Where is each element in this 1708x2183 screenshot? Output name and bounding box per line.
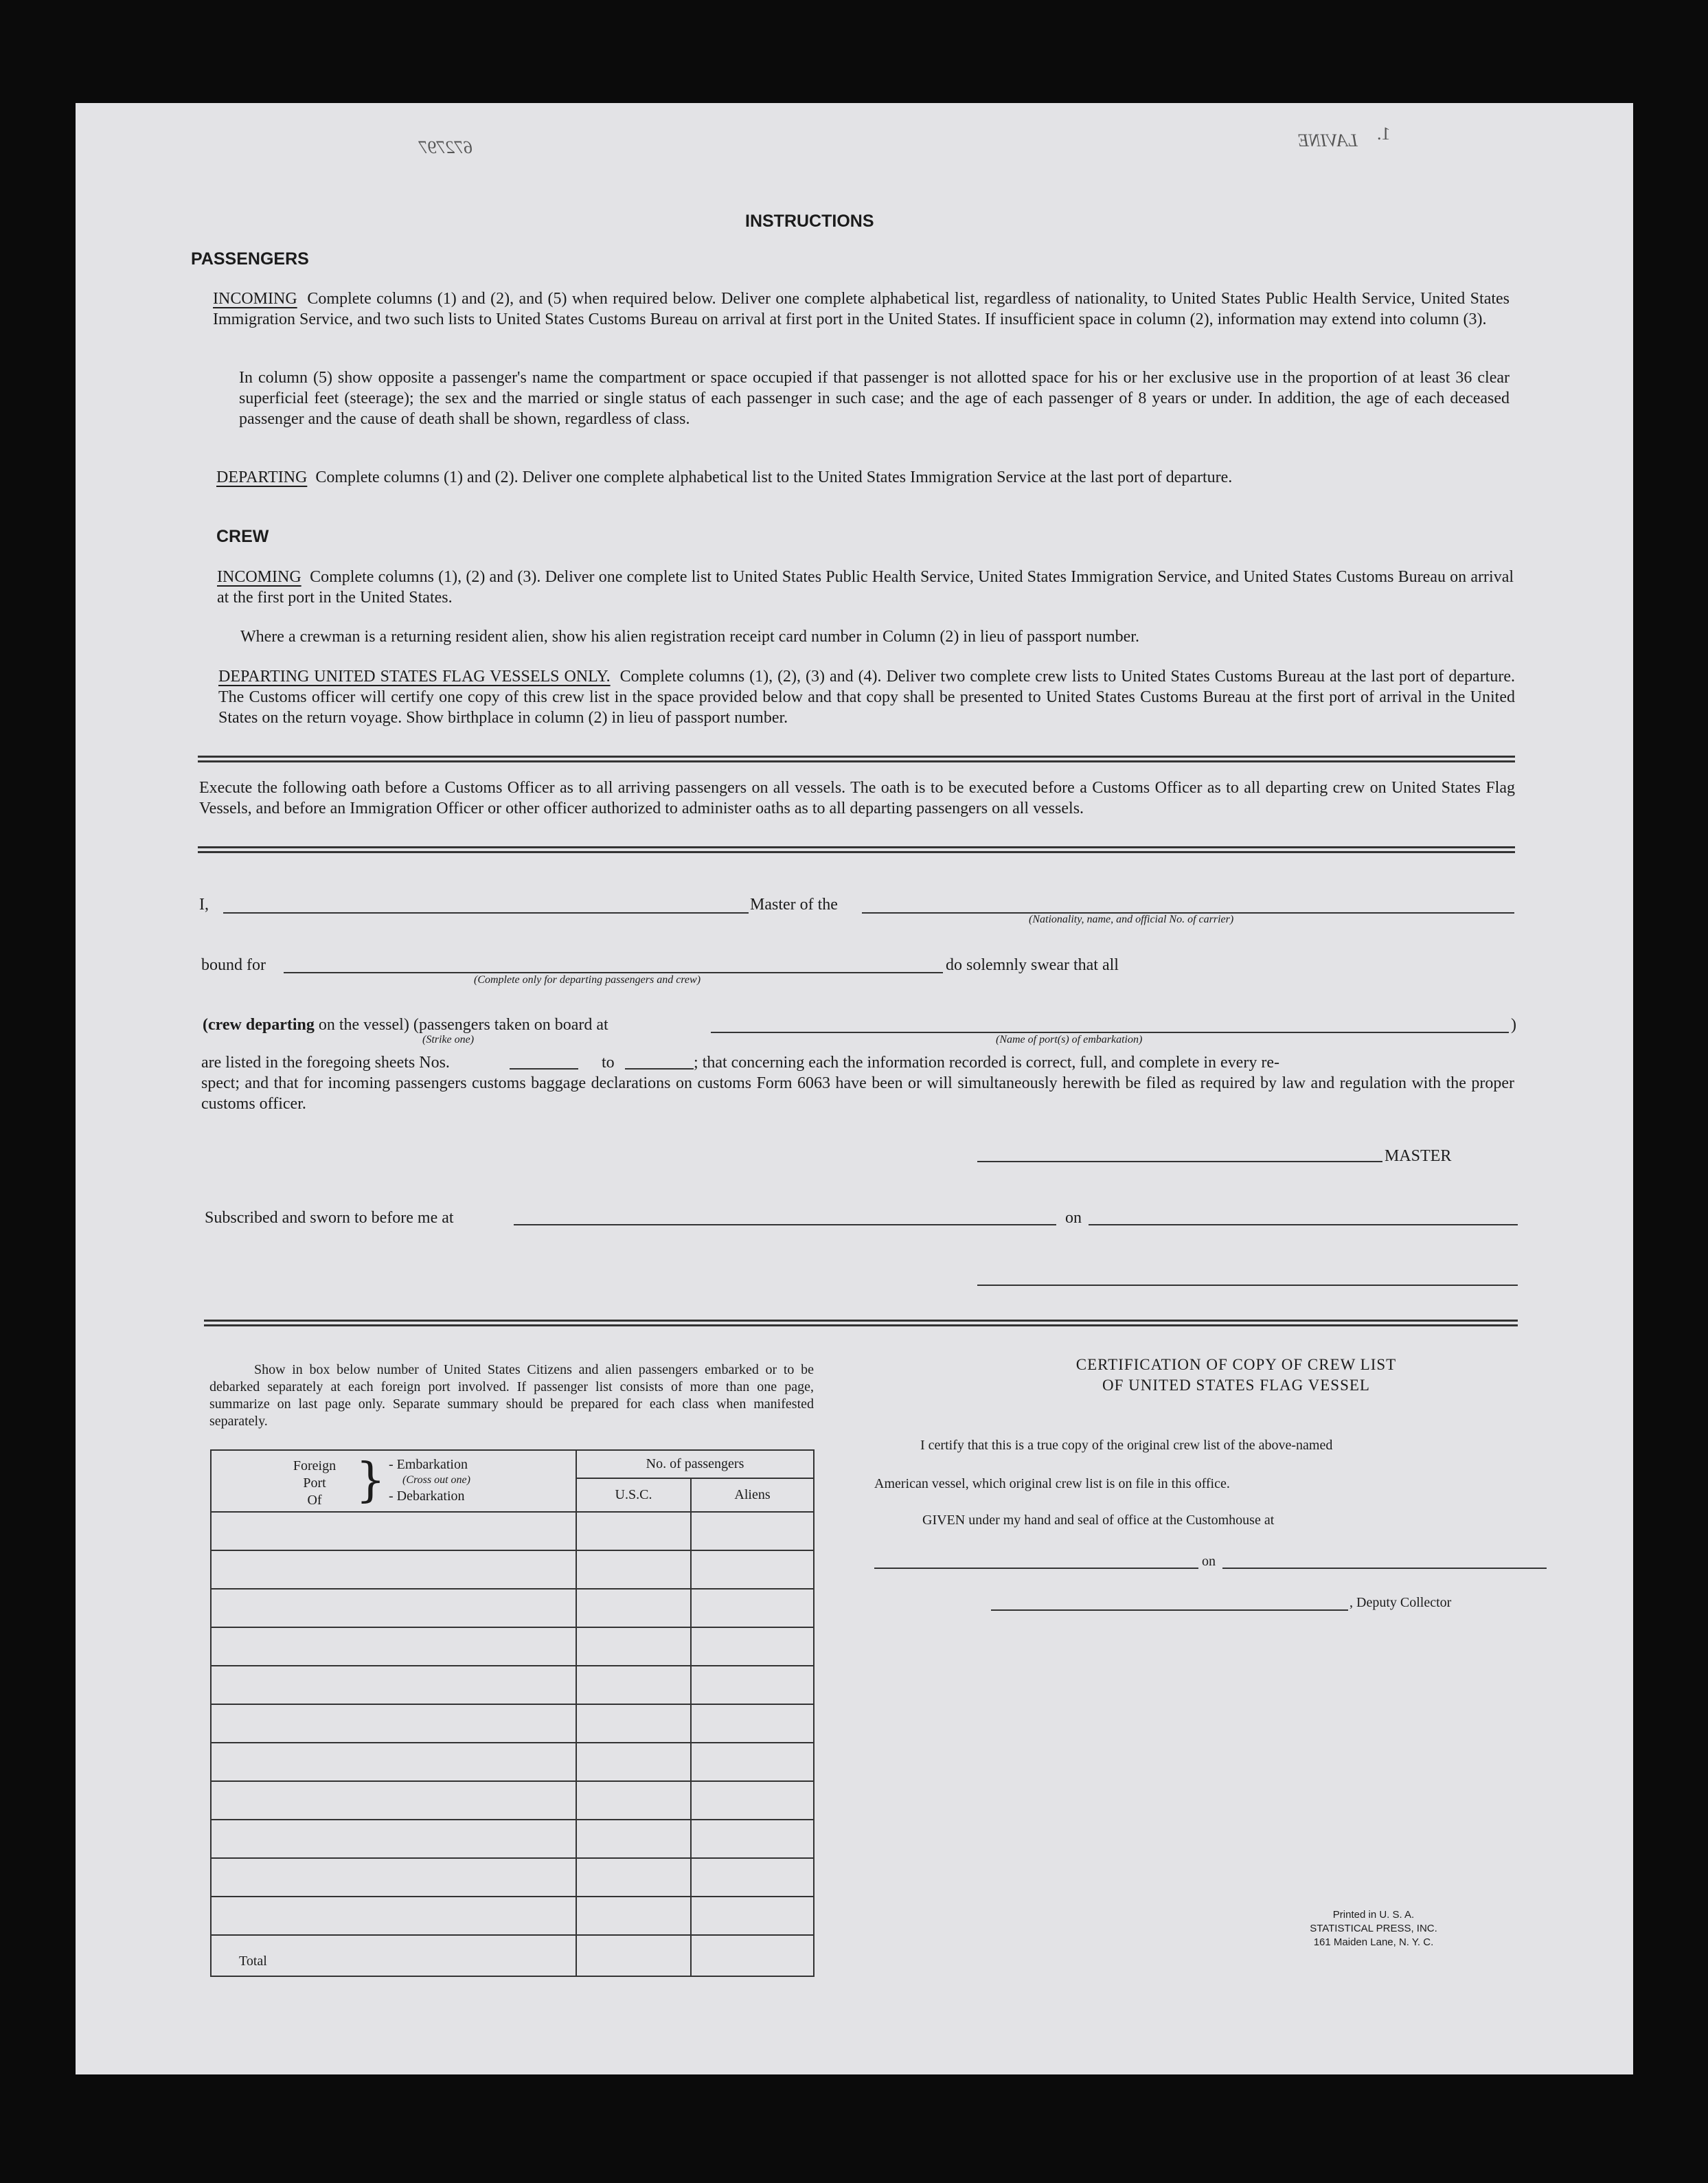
port-cell[interactable] <box>211 1858 576 1897</box>
passengers-incoming-text: Complete columns (1) and (2), and (5) when required below. Deliver one complete alphabetical list, regardless of nationality, to United States Public Health Service, United States Immigration Service, and two such lists to United States Customs Bureau on arrival at first port in the United States. If insufficient space in column (2), information may extend into column (3). <box>213 290 1510 328</box>
aliens-cell[interactable] <box>691 1897 814 1935</box>
aliens-cell[interactable] <box>691 1589 814 1627</box>
listed-text-b: ; that concerning each the information recorded is correct, full, and complete in every re- <box>694 1054 1279 1072</box>
bound-for-caption: (Complete only for departing passengers and crew) <box>474 974 701 986</box>
listed-text-a: are listed in the foregoing sheets Nos. <box>201 1054 450 1072</box>
master-of-the-label: Master of the <box>750 896 838 914</box>
no-of-passengers-header: No. of passengers <box>576 1450 814 1478</box>
form-sheet <box>76 103 1633 2074</box>
column5-paragraph: In column (5) show opposite a passenger's name the compartment or space occupied if that passenger is not allotted space for his or her exclusive use in the proportion of at least 36 clear superficial feet (steerage); the sex and the married or single status of each passenger in such case; and the age of each passenger of 8 years or under. In addition, the age of each deceased passenger and the cause of death shall be shown, regardless of class. <box>239 369 1510 428</box>
table-row <box>211 1666 814 1704</box>
crew-incoming-label: INCOMING <box>217 568 301 586</box>
listed-to: to <box>602 1054 615 1072</box>
port-cell[interactable] <box>211 1781 576 1820</box>
table-row <box>211 1550 814 1589</box>
ports-caption: (Name of port(s) of embarkation) <box>996 1034 1143 1045</box>
given-text: GIVEN under my hand and seal of office at the Customhouse at <box>922 1513 1275 1528</box>
carrier-caption: (Nationality, name, and official No. of carrier) <box>1029 914 1234 925</box>
cert-date-line[interactable] <box>1222 1568 1547 1569</box>
subscribed-on-label: on <box>1065 1209 1082 1227</box>
port-cell[interactable] <box>211 1589 576 1627</box>
certification-title <box>893 1355 1580 1396</box>
on-the-vessel: on the vessel) <box>318 1016 409 1034</box>
passengers-heading: PASSENGERS <box>191 249 309 269</box>
deputy-signature-line[interactable] <box>991 1609 1348 1611</box>
crew-incoming-text: Complete columns (1), (2) and (3). Deliver one complete list to United States Public Health Service, United States Immigration Service, and United States Customs Bureau on arrival at the first port in the United States. <box>217 568 1514 607</box>
usc-cell[interactable] <box>576 1820 691 1858</box>
certify-text-1: I certify that this is a true copy of the original crew list of the above-named <box>920 1438 1333 1453</box>
divider-3 <box>204 1320 1518 1326</box>
port-cell[interactable] <box>211 1820 576 1858</box>
embarkation-label: - Embarkation <box>389 1457 468 1472</box>
table-row <box>211 1743 814 1781</box>
brace-icon: } <box>356 1454 386 1508</box>
foreign-word: Foreign <box>293 1458 337 1473</box>
crew-heading: CREW <box>216 527 269 546</box>
handwritten-number: 1. <box>1377 124 1391 144</box>
passengers-departing-label: DEPARTING <box>216 468 308 486</box>
strike-one-caption: (Strike one) <box>422 1034 475 1045</box>
passengers-departing-paragraph <box>216 467 1512 488</box>
table-row <box>211 1858 814 1897</box>
close-paren: ) <box>1511 1016 1516 1034</box>
table-row <box>211 1627 814 1666</box>
usc-header: U.S.C. <box>576 1478 691 1512</box>
printer-line-1: Printed in U. S. A. <box>1332 1909 1415 1921</box>
passenger-summary-table <box>210 1449 815 1977</box>
departing-flag-label: DEPARTING UNITED STATES FLAG VESSELS ONLY. <box>218 668 611 686</box>
aliens-cell[interactable] <box>691 1781 814 1820</box>
aliens-cell[interactable] <box>691 1743 814 1781</box>
certify-text-2: American vessel, which original crew list is on file in this office. <box>874 1476 1230 1491</box>
crewman-paragraph: Where a crewman is a returning resident alien, show his alien registration receipt card number in Column (2) in lieu of passport number. <box>240 628 1139 646</box>
table-row <box>211 1781 814 1820</box>
oath-i-label: I, <box>199 896 209 914</box>
port-cell[interactable] <box>211 1704 576 1743</box>
of-word: Of <box>307 1493 322 1508</box>
usc-cell[interactable] <box>576 1627 691 1666</box>
port-header-cell <box>211 1450 576 1512</box>
customhouse-line[interactable] <box>874 1568 1198 1569</box>
total-usc-cell[interactable] <box>576 1935 691 1976</box>
listed-text-c: spect; and that for incoming passengers customs baggage declarations on customs Form 6063 have been or will simultaneously herewith be filed as required by law and regulation with the proper customs officer. <box>201 1074 1514 1113</box>
usc-cell[interactable] <box>576 1704 691 1743</box>
usc-cell[interactable] <box>576 1743 691 1781</box>
oath-intro: Execute the following oath before a Customs Officer as to all arriving passengers on all vessels. The oath is to be executed before a Customs Officer as to all departing crew on United States Flag Vessels, and before an Immigration Officer or other officer authorized to administer oaths as to all departing passengers on all vessels. <box>199 779 1515 817</box>
subscribed-label: Subscribed and sworn to before me at <box>205 1209 454 1227</box>
summary-instructions: Show in box below number of United States Citizens and alien passengers embarked or to be debarked separately at each foreign port involved. If passenger list consists of more than one page, summarize on last page only. Separate summary should be prepared for each class when manifested separately. <box>209 1362 814 1429</box>
certification-title-2: OF UNITED STATES FLAG VESSEL <box>1102 1377 1370 1394</box>
master-name-line[interactable] <box>223 912 749 914</box>
swear-label: do solemnly swear that all <box>946 956 1119 974</box>
table-row <box>211 1897 814 1935</box>
port-cell[interactable] <box>211 1550 576 1589</box>
master-label: MASTER <box>1385 1147 1452 1165</box>
port-cell[interactable] <box>211 1627 576 1666</box>
aliens-cell[interactable] <box>691 1666 814 1704</box>
departing-flag-text: Complete columns (1), (2), (3) and (4). Deliver two complete crew lists to United States Customs Bureau at the last port of departure. The Customs officer will certify one copy of this crew list in the space provided below and that copy shall be presented to United States Customs Bureau at the first port of arrival in the United States on the return voyage. Show birthplace in column (2) in lieu of passport number. <box>218 668 1515 727</box>
total-aliens-cell[interactable] <box>691 1935 814 1976</box>
aliens-cell[interactable] <box>691 1550 814 1589</box>
divider-1 <box>198 756 1515 762</box>
subscribed-date-line[interactable] <box>1089 1224 1518 1225</box>
usc-cell[interactable] <box>576 1550 691 1589</box>
total-row <box>211 1935 814 1976</box>
foreign-port-of-label <box>280 1458 349 1509</box>
aliens-cell[interactable] <box>691 1512 814 1550</box>
aliens-header: Aliens <box>691 1478 814 1512</box>
usc-cell[interactable] <box>576 1666 691 1704</box>
sheet-to-line[interactable] <box>625 1068 694 1070</box>
bound-for-line[interactable] <box>284 972 943 973</box>
port-word: Port <box>303 1475 326 1491</box>
sheet-from-line[interactable] <box>510 1068 578 1070</box>
passengers-incoming-paragraph <box>213 289 1510 330</box>
crew-incoming-paragraph <box>217 567 1514 608</box>
usc-cell[interactable] <box>576 1781 691 1820</box>
aliens-cell[interactable] <box>691 1820 814 1858</box>
usc-cell[interactable] <box>576 1858 691 1897</box>
departing-flag-paragraph <box>218 666 1515 728</box>
page-title: INSTRUCTIONS <box>745 212 874 231</box>
aliens-cell[interactable] <box>691 1627 814 1666</box>
debarkation-label: - Debarkation <box>389 1489 465 1504</box>
bound-for-label: bound for <box>201 956 266 974</box>
crew-departing-line <box>203 1015 608 1035</box>
officer-signature-line[interactable] <box>977 1285 1518 1286</box>
table-row <box>211 1589 814 1627</box>
table-row <box>211 1512 814 1550</box>
master-signature-line[interactable] <box>977 1161 1382 1162</box>
usc-cell[interactable] <box>576 1897 691 1935</box>
passengers-taken: (passengers taken on board at <box>413 1016 608 1034</box>
aliens-cell[interactable] <box>691 1858 814 1897</box>
deputy-collector-label: , Deputy Collector <box>1350 1595 1452 1610</box>
crew-departing-bold: (crew departing <box>203 1016 315 1034</box>
usc-cell[interactable] <box>576 1589 691 1627</box>
port-cell[interactable] <box>211 1897 576 1935</box>
passengers-incoming-label: INCOMING <box>213 290 297 308</box>
handwritten-name: LAVINE <box>1298 131 1358 150</box>
printer-imprint <box>1229 1908 1518 1949</box>
table-row <box>211 1704 814 1743</box>
divider-2 <box>198 846 1515 853</box>
handwritten-file-number: 672797 <box>419 137 472 157</box>
port-cell[interactable] <box>211 1512 576 1550</box>
listed-line-1 <box>201 1052 450 1073</box>
aliens-cell[interactable] <box>691 1704 814 1743</box>
port-cell[interactable] <box>211 1743 576 1781</box>
usc-cell[interactable] <box>576 1512 691 1550</box>
port-cell[interactable] <box>211 1666 576 1704</box>
cross-out-caption: (Cross out one) <box>402 1474 470 1486</box>
printer-line-3: 161 Maiden Lane, N. Y. C. <box>1313 1936 1434 1948</box>
table-row <box>211 1820 814 1858</box>
total-label: Total <box>211 1935 576 1976</box>
certification-title-1: CERTIFICATION OF COPY OF CREW LIST <box>1075 1356 1397 1373</box>
passengers-departing-text: Complete columns (1) and (2). Deliver one complete alphabetical list to the United States Immigration Service at the last port of departure. <box>315 468 1233 486</box>
subscribed-place-line[interactable] <box>514 1224 1056 1225</box>
printer-line-2: STATISTICAL PRESS, INC. <box>1310 1923 1437 1934</box>
cert-on-label: on <box>1202 1554 1216 1569</box>
ports-line[interactable] <box>711 1032 1509 1033</box>
